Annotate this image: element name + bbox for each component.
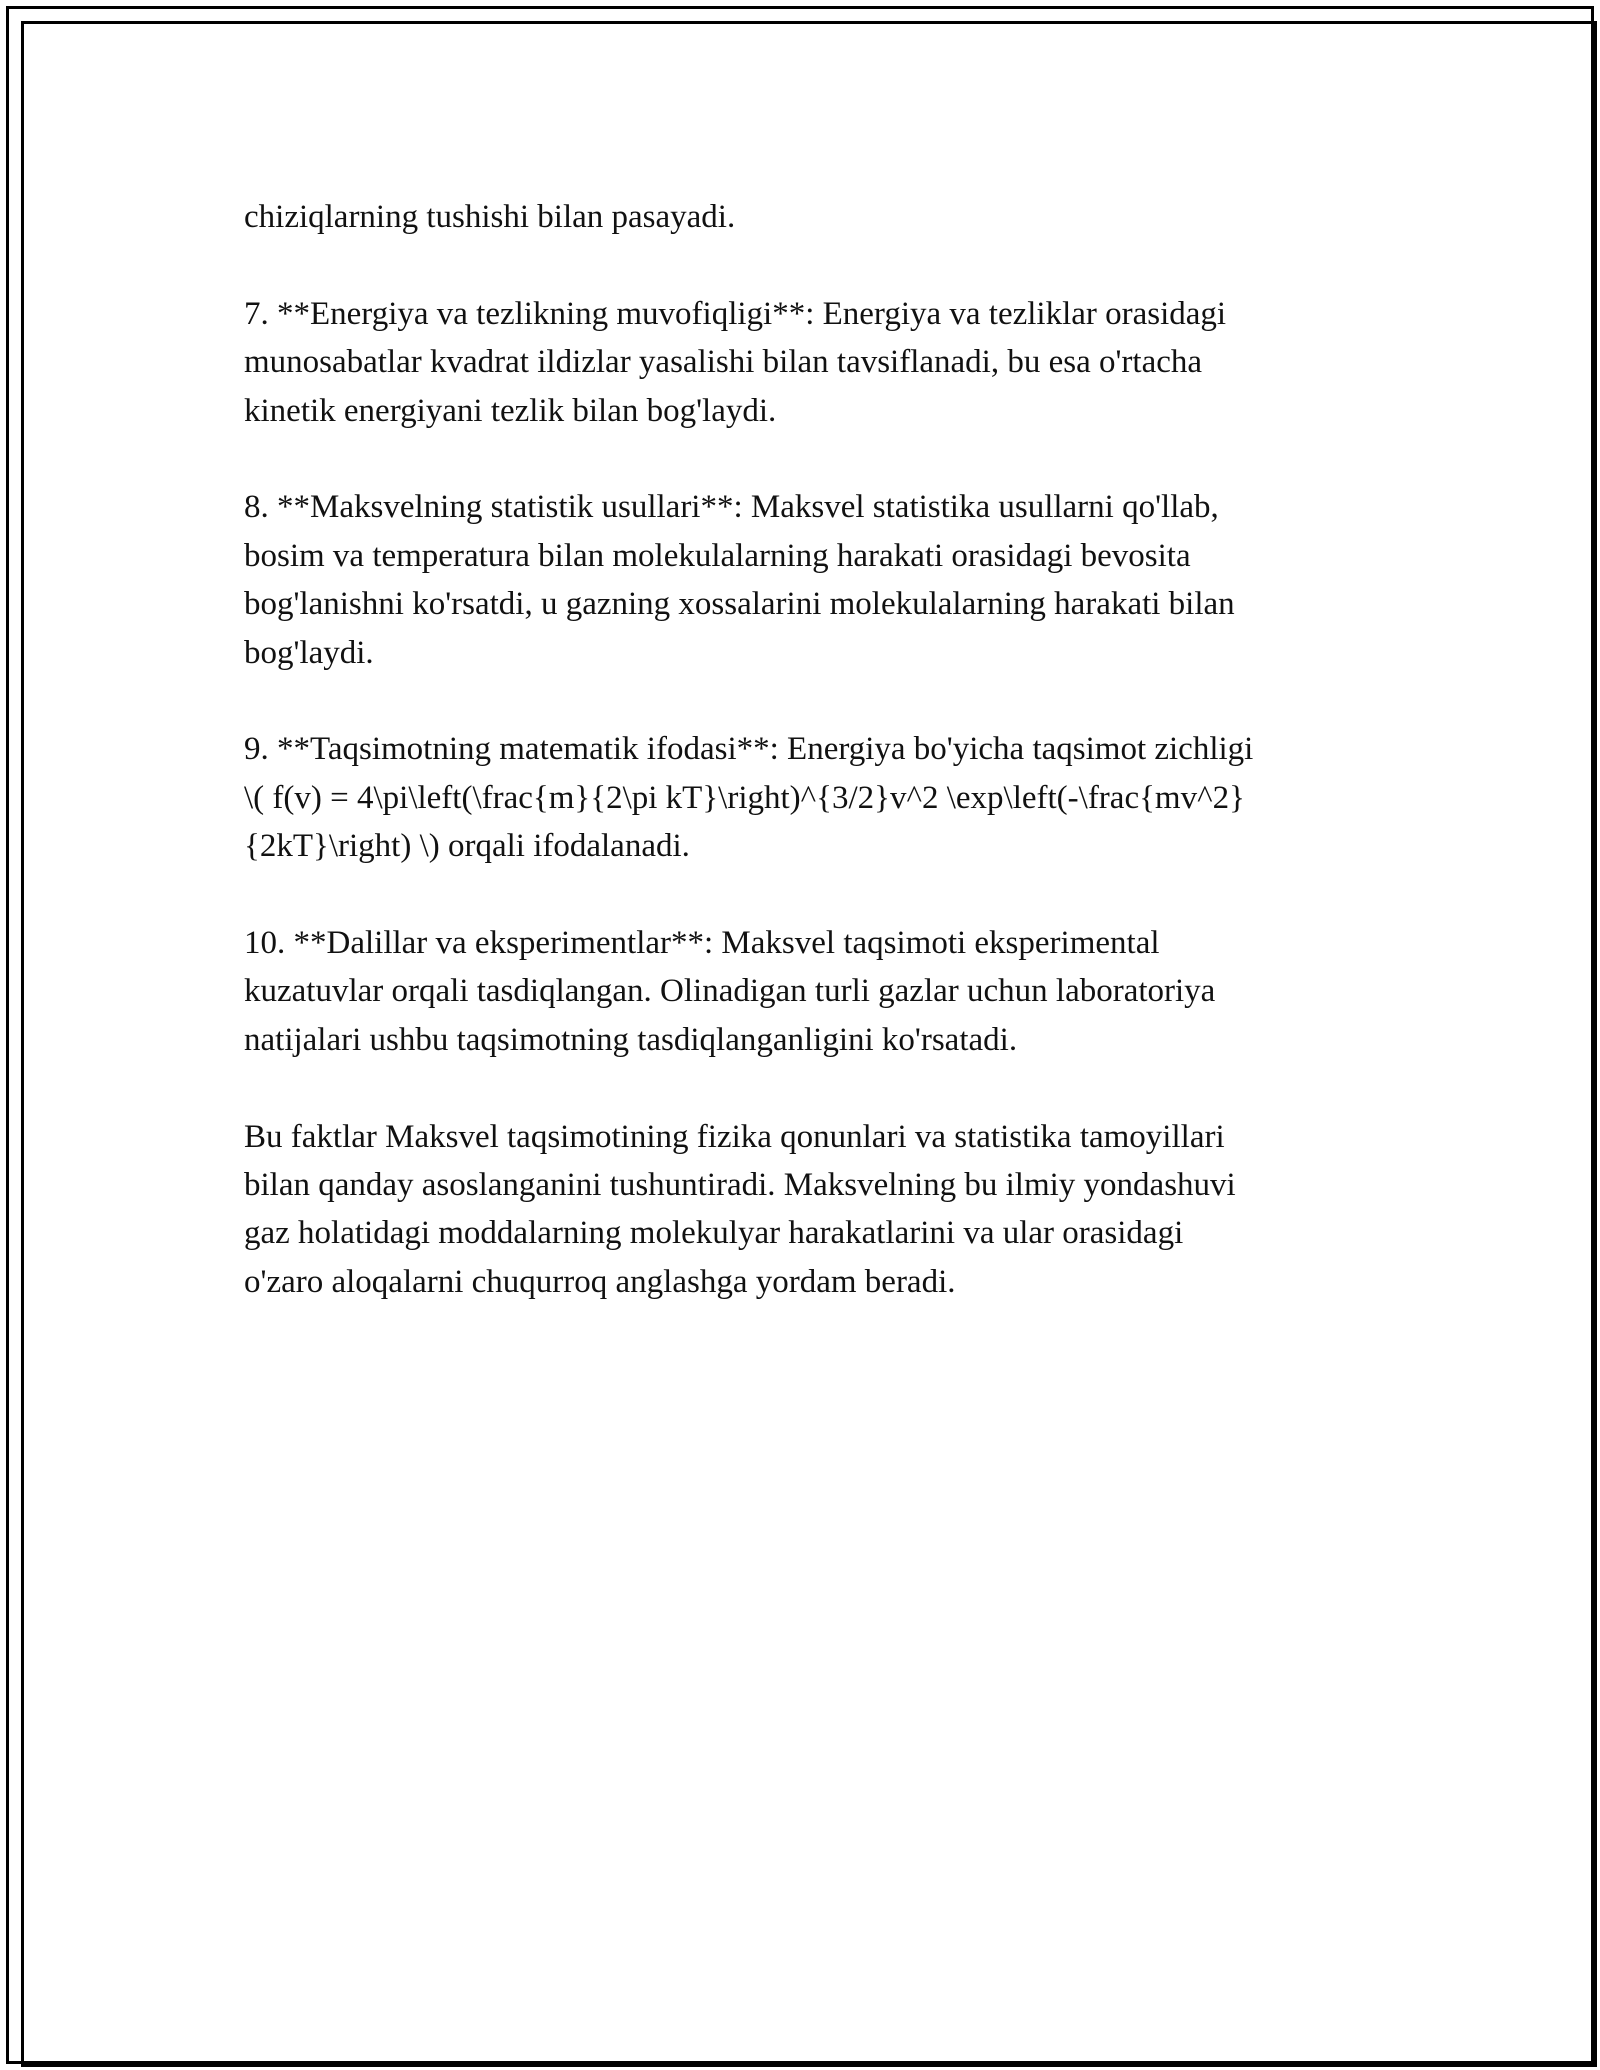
text-line: o'zaro aloqalarni chuqurroq anglashga yordam beradi. — [244, 1263, 956, 1300]
page-frame — [6, 6, 1594, 2064]
text-line: gaz holatidagi moddalarning molekulyar harakatlarini va ular orasidagi — [244, 1215, 1184, 1252]
text-line: 7. **Energiya va tezlikning muvofiqligi**: Energiya va tezliklar orasidagi — [244, 295, 1227, 332]
text-line: chiziqlarning tushishi bilan pasayadi. — [244, 199, 736, 235]
document-body — [244, 193, 1394, 1306]
paragraph-item-7 — [244, 290, 1394, 435]
text-line: Bu faktlar Maksvel taqsimotining fizika qonunlari va statistika tamoyillari — [244, 1118, 1225, 1155]
text-line: \( f(v) = 4\pi\left(\frac{m}{2\pi kT}\right)^{3/2}v^2 \exp\left(-\frac{mv^2} — [244, 779, 1245, 816]
text-line: bilan qanday asoslanganini tushuntiradi. Maksvelning bu ilmiy yondashuvi — [244, 1167, 1236, 1204]
text-line: {2kT}\right) \) orqali ifodalanadi. — [244, 828, 690, 865]
paragraph-conclusion — [244, 1113, 1394, 1307]
text-line: 10. **Dalillar va eksperimentlar**: Maksvel taqsimoti eksperimental — [244, 925, 1160, 962]
text-line: bosim va temperatura bilan molekulalarning harakati orasidagi bevosita — [244, 537, 1191, 574]
text-line: munosabatlar kvadrat ildizlar yasalishi bilan tavsiflanadi, bu esa o'rtacha — [244, 344, 1203, 381]
text-line: natijalari ushbu taqsimotning tasdiqlanganligini ko'rsatadi. — [244, 1021, 1018, 1058]
text-line: kinetik energiyani tezlik bilan bog'laydi. — [244, 392, 777, 429]
text-line: bog'laydi. — [244, 634, 374, 671]
text-line: bog'lanishni ko'rsatdi, u gazning xossalarini molekulalarning harakati bilan — [244, 586, 1235, 623]
paragraph-item-9 — [244, 725, 1394, 870]
paragraph-item-10 — [244, 919, 1394, 1064]
paragraph-continuation — [244, 193, 1394, 241]
paragraph-item-8 — [244, 483, 1394, 677]
text-line: kuzatuvlar orqali tasdiqlangan. Olinadigan turli gazlar uchun laboratoriya — [244, 973, 1216, 1010]
text-line: 9. **Taqsimotning matematik ifodasi**: Energiya bo'yicha taqsimot zichligi — [244, 731, 1254, 768]
text-line: 8. **Maksvelning statistik usullari**: Maksvel statistika usullarni qo'llab, — [244, 489, 1219, 526]
